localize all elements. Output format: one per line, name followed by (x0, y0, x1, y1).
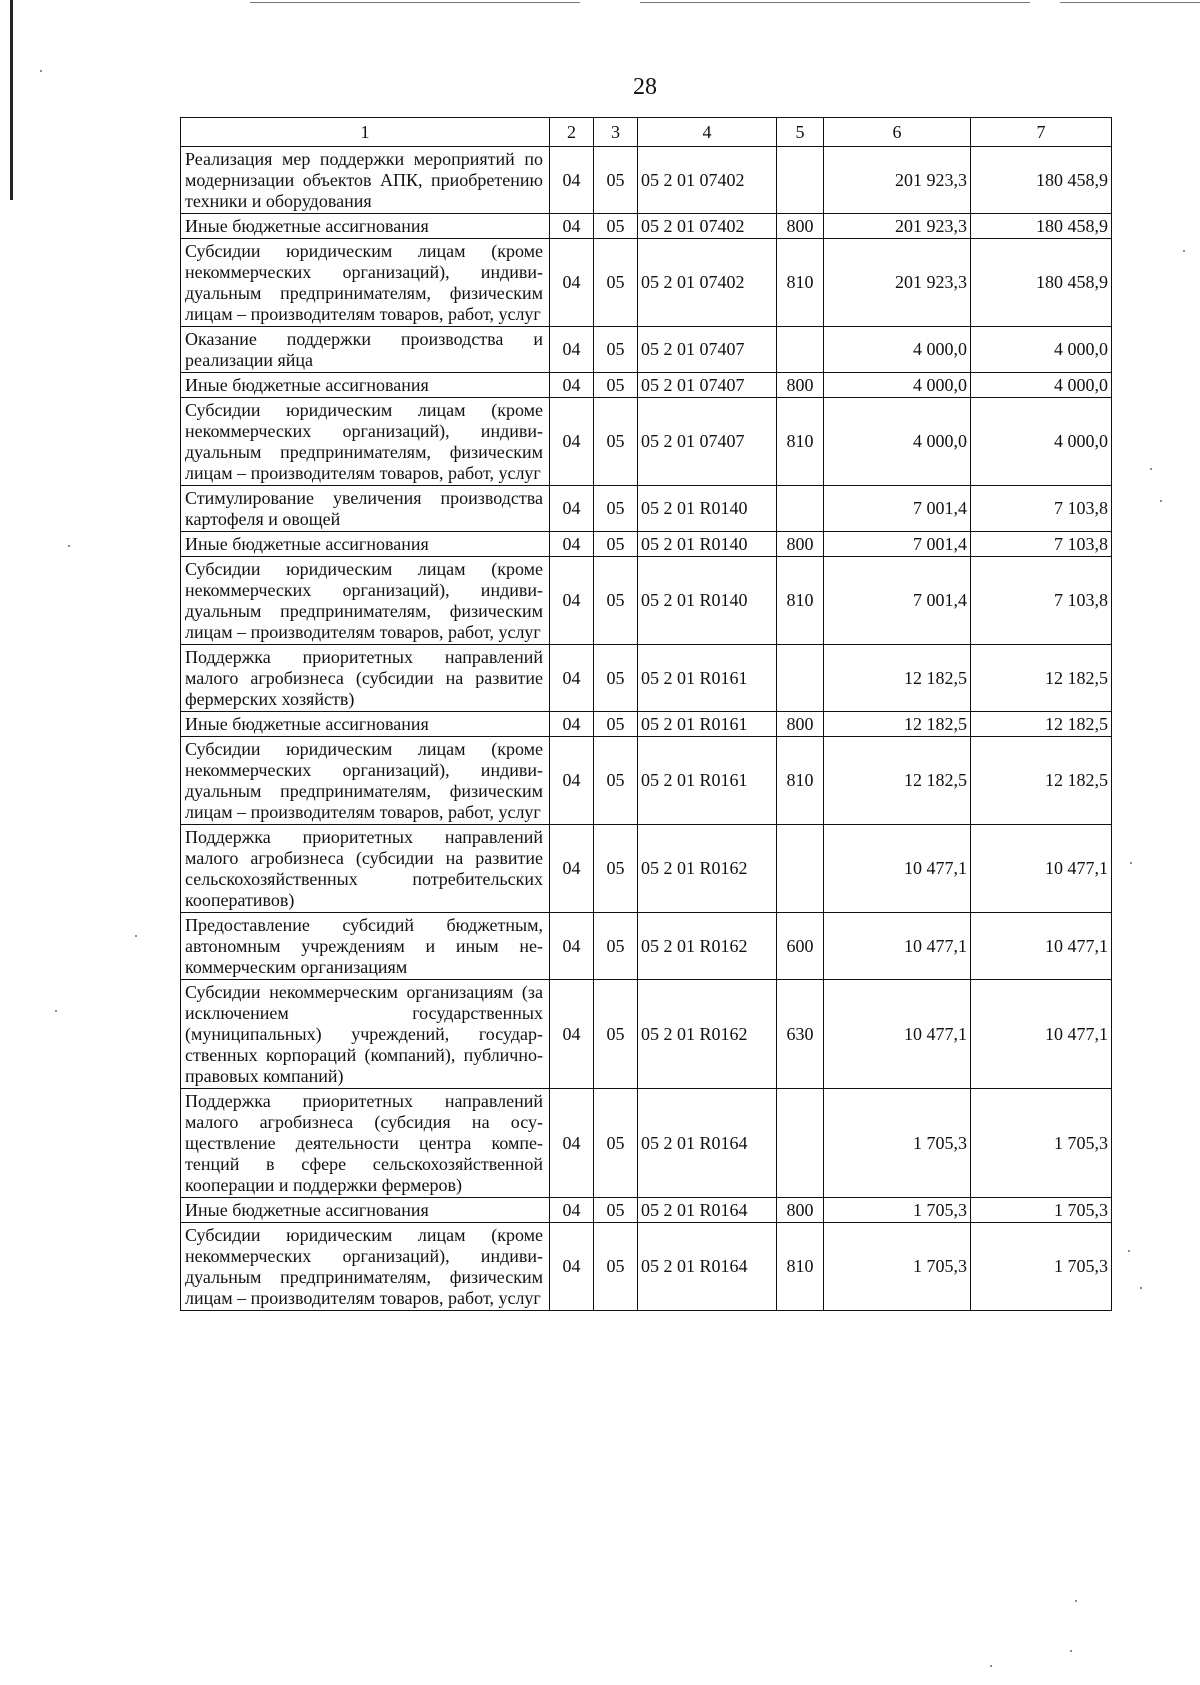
target-article-cell: 05 2 01 07407 (638, 398, 777, 486)
expense-type-cell: 810 (777, 1223, 824, 1311)
section-code-cell: 04 (550, 645, 594, 712)
expense-name-cell: Поддержка приоритетных направлений малого агробизнеса (субсидия на осуществление деятельности центра компетенций в сфере сельскохозяйственной кооперации и поддержки фермеров) (181, 1089, 550, 1198)
section-code-cell: 04 (550, 913, 594, 980)
amount-year2-cell: 10 477,1 (971, 825, 1112, 913)
table-row (181, 645, 1112, 712)
amount-year1-cell: 7 001,4 (824, 557, 971, 645)
table-row (181, 712, 1112, 737)
amount-year2-cell: 180 458,9 (971, 214, 1112, 239)
target-article-cell: 05 2 01 R0164 (638, 1198, 777, 1223)
expense-name-cell: Иные бюджетные ассигнования (181, 1198, 550, 1223)
amount-year1-cell: 4 000,0 (824, 398, 971, 486)
section-code-cell: 04 (550, 980, 594, 1089)
subsection-code-cell: 05 (594, 486, 638, 532)
column-header: 5 (777, 118, 824, 147)
section-code-cell: 04 (550, 147, 594, 214)
target-article-cell: 05 2 01 R0161 (638, 712, 777, 737)
table-row (181, 532, 1112, 557)
subsection-code-cell: 05 (594, 398, 638, 486)
target-article-cell: 05 2 01 07402 (638, 147, 777, 214)
expense-name-cell: Стимулирование увеличения производства картофеля и овощей (181, 486, 550, 532)
amount-year2-cell: 7 103,8 (971, 557, 1112, 645)
amount-year2-cell: 10 477,1 (971, 913, 1112, 980)
expense-type-cell (777, 825, 824, 913)
subsection-code-cell: 05 (594, 214, 638, 239)
table-row (181, 825, 1112, 913)
section-code-cell: 04 (550, 557, 594, 645)
column-header: 7 (971, 118, 1112, 147)
column-header: 3 (594, 118, 638, 147)
table-row (181, 486, 1112, 532)
expense-type-cell (777, 486, 824, 532)
subsection-code-cell: 05 (594, 373, 638, 398)
target-article-cell: 05 2 01 R0162 (638, 913, 777, 980)
expense-name-cell: Реализация мер поддержки мероприятий по модернизации объектов АПК, приобретению техники и оборудования (181, 147, 550, 214)
expense-name-cell: Субсидии юридическим лицам (кроме некоммерческих организаций), индивидуальным предпринимателям, физическим лицам – производителям товаров, работ, услуг (181, 1223, 550, 1311)
expense-type-cell: 600 (777, 913, 824, 980)
column-header: 6 (824, 118, 971, 147)
table-row (181, 737, 1112, 825)
amount-year2-cell: 180 458,9 (971, 239, 1112, 327)
section-code-cell: 04 (550, 1223, 594, 1311)
scan-speck (1070, 1650, 1072, 1652)
expense-type-cell: 810 (777, 557, 824, 645)
expense-name-cell: Поддержка приоритетных направлений малого агробизнеса (субсидии на развитие сельскохозяйственных потребительских кооперативов) (181, 825, 550, 913)
amount-year1-cell: 7 001,4 (824, 486, 971, 532)
expense-type-cell: 800 (777, 712, 824, 737)
target-article-cell: 05 2 01 07402 (638, 239, 777, 327)
expense-type-cell: 810 (777, 398, 824, 486)
scan-speck (1183, 250, 1185, 252)
expense-name-cell: Иные бюджетные ассигнования (181, 214, 550, 239)
table-row (181, 214, 1112, 239)
subsection-code-cell: 05 (594, 1198, 638, 1223)
expense-type-cell (777, 147, 824, 214)
table-row (181, 913, 1112, 980)
expense-type-cell: 800 (777, 532, 824, 557)
scan-speck (990, 1665, 992, 1667)
target-article-cell: 05 2 01 07402 (638, 214, 777, 239)
target-article-cell: 05 2 01 07407 (638, 327, 777, 373)
amount-year1-cell: 7 001,4 (824, 532, 971, 557)
scan-speck (55, 1010, 57, 1012)
table-row (181, 327, 1112, 373)
amount-year2-cell: 12 182,5 (971, 737, 1112, 825)
expense-name-cell: Субсидии юридическим лицам (кроме некоммерческих организаций), индивидуальным предпринимателям, физическим лицам – производителям товаров, работ, услуг (181, 557, 550, 645)
section-code-cell: 04 (550, 239, 594, 327)
subsection-code-cell: 05 (594, 532, 638, 557)
amount-year1-cell: 10 477,1 (824, 913, 971, 980)
expense-name-cell: Субсидии юридическим лицам (кроме некоммерческих организаций), индивидуальным предпринимателям, физическим лицам – производителям товаров, работ, услуг (181, 398, 550, 486)
subsection-code-cell: 05 (594, 913, 638, 980)
target-article-cell: 05 2 01 R0162 (638, 980, 777, 1089)
table-body (181, 147, 1112, 1311)
target-article-cell: 05 2 01 R0162 (638, 825, 777, 913)
amount-year1-cell: 1 705,3 (824, 1198, 971, 1223)
section-code-cell: 04 (550, 825, 594, 913)
expense-name-cell: Субсидии юридическим лицам (кроме некоммерческих организаций), индивидуальным предпринимателям, физическим лицам – производителям товаров, работ, услуг (181, 239, 550, 327)
scan-speck (40, 70, 42, 72)
amount-year1-cell: 201 923,3 (824, 214, 971, 239)
amount-year2-cell: 4 000,0 (971, 373, 1112, 398)
scan-speck (1160, 500, 1162, 502)
section-code-cell: 04 (550, 1089, 594, 1198)
subsection-code-cell: 05 (594, 712, 638, 737)
table-row (181, 1198, 1112, 1223)
amount-year1-cell: 201 923,3 (824, 239, 971, 327)
scan-line (1060, 2, 1200, 3)
amount-year2-cell: 12 182,5 (971, 645, 1112, 712)
table-row (181, 373, 1112, 398)
section-code-cell: 04 (550, 214, 594, 239)
scan-speck (135, 935, 137, 937)
expense-name-cell: Предоставление субсидий бюджетным, автономным учреждениям и иным некоммерческим организациям (181, 913, 550, 980)
amount-year1-cell: 4 000,0 (824, 327, 971, 373)
amount-year1-cell: 4 000,0 (824, 373, 971, 398)
target-article-cell: 05 2 01 R0161 (638, 645, 777, 712)
amount-year2-cell: 1 705,3 (971, 1089, 1112, 1198)
column-header: 4 (638, 118, 777, 147)
page-number: 28 (633, 74, 657, 100)
target-article-cell: 05 2 01 R0140 (638, 486, 777, 532)
expense-name-cell: Иные бюджетные ассигнования (181, 532, 550, 557)
amount-year2-cell: 4 000,0 (971, 327, 1112, 373)
subsection-code-cell: 05 (594, 645, 638, 712)
amount-year1-cell: 12 182,5 (824, 712, 971, 737)
expense-name-cell: Поддержка приоритетных направлений малого агробизнеса (субсидии на развитие фермерских хозяйств) (181, 645, 550, 712)
target-article-cell: 05 2 01 R0164 (638, 1089, 777, 1198)
subsection-code-cell: 05 (594, 147, 638, 214)
amount-year2-cell: 12 182,5 (971, 712, 1112, 737)
section-code-cell: 04 (550, 1198, 594, 1223)
amount-year1-cell: 12 182,5 (824, 645, 971, 712)
expense-name-cell: Иные бюджетные ассигнования (181, 712, 550, 737)
amount-year2-cell: 7 103,8 (971, 532, 1112, 557)
expense-name-cell: Субсидии юридическим лицам (кроме некоммерческих организаций), индивидуальным предпринимателям, физическим лицам – производителям товаров, работ, услуг (181, 737, 550, 825)
target-article-cell: 05 2 01 R0140 (638, 532, 777, 557)
expense-type-cell: 810 (777, 239, 824, 327)
target-article-cell: 05 2 01 R0161 (638, 737, 777, 825)
amount-year2-cell: 7 103,8 (971, 486, 1112, 532)
amount-year1-cell: 201 923,3 (824, 147, 971, 214)
amount-year1-cell: 1 705,3 (824, 1089, 971, 1198)
expense-type-cell: 800 (777, 214, 824, 239)
amount-year2-cell: 4 000,0 (971, 398, 1112, 486)
amount-year2-cell: 1 705,3 (971, 1198, 1112, 1223)
column-header: 1 (181, 118, 550, 147)
subsection-code-cell: 05 (594, 239, 638, 327)
expense-type-cell (777, 645, 824, 712)
budget-table (180, 117, 1112, 1311)
column-header: 2 (550, 118, 594, 147)
expense-type-cell: 630 (777, 980, 824, 1089)
subsection-code-cell: 05 (594, 1089, 638, 1198)
subsection-code-cell: 05 (594, 825, 638, 913)
scan-speck (1128, 1250, 1130, 1252)
amount-year1-cell: 1 705,3 (824, 1223, 971, 1311)
subsection-code-cell: 05 (594, 1223, 638, 1311)
target-article-cell: 05 2 01 R0164 (638, 1223, 777, 1311)
table-row (181, 147, 1112, 214)
amount-year2-cell: 10 477,1 (971, 980, 1112, 1089)
subsection-code-cell: 05 (594, 327, 638, 373)
section-code-cell: 04 (550, 398, 594, 486)
expense-name-cell: Субсидии некоммерческим организациям (за исключением государственных (муниципальных) учреждений, государственных корпораций (компаний), публично-правовых компаний) (181, 980, 550, 1089)
target-article-cell: 05 2 01 R0140 (638, 557, 777, 645)
section-code-cell: 04 (550, 373, 594, 398)
amount-year1-cell: 10 477,1 (824, 980, 971, 1089)
expense-type-cell (777, 327, 824, 373)
table-row (181, 239, 1112, 327)
subsection-code-cell: 05 (594, 980, 638, 1089)
expense-type-cell: 810 (777, 737, 824, 825)
scan-speck (1140, 1287, 1142, 1289)
table-row (181, 398, 1112, 486)
table-row (181, 1223, 1112, 1311)
scan-line (250, 2, 580, 3)
subsection-code-cell: 05 (594, 557, 638, 645)
scan-speck (1075, 1600, 1077, 1602)
table-row (181, 557, 1112, 645)
scan-line (640, 2, 1030, 3)
section-code-cell: 04 (550, 532, 594, 557)
expense-type-cell (777, 1089, 824, 1198)
amount-year2-cell: 1 705,3 (971, 1223, 1112, 1311)
expense-type-cell: 800 (777, 1198, 824, 1223)
amount-year2-cell: 180 458,9 (971, 147, 1112, 214)
scan-speck (68, 545, 70, 547)
table-row (181, 980, 1112, 1089)
section-code-cell: 04 (550, 712, 594, 737)
expense-name-cell: Иные бюджетные ассигнования (181, 373, 550, 398)
expense-name-cell: Оказание поддержки производства и реализации яйца (181, 327, 550, 373)
table-row (181, 1089, 1112, 1198)
section-code-cell: 04 (550, 327, 594, 373)
scan-speck (1150, 468, 1152, 470)
subsection-code-cell: 05 (594, 737, 638, 825)
table-header-row (181, 118, 1112, 147)
section-code-cell: 04 (550, 486, 594, 532)
amount-year1-cell: 12 182,5 (824, 737, 971, 825)
target-article-cell: 05 2 01 07407 (638, 373, 777, 398)
scan-speck (1130, 862, 1132, 864)
section-code-cell: 04 (550, 737, 594, 825)
amount-year1-cell: 10 477,1 (824, 825, 971, 913)
expense-type-cell: 800 (777, 373, 824, 398)
